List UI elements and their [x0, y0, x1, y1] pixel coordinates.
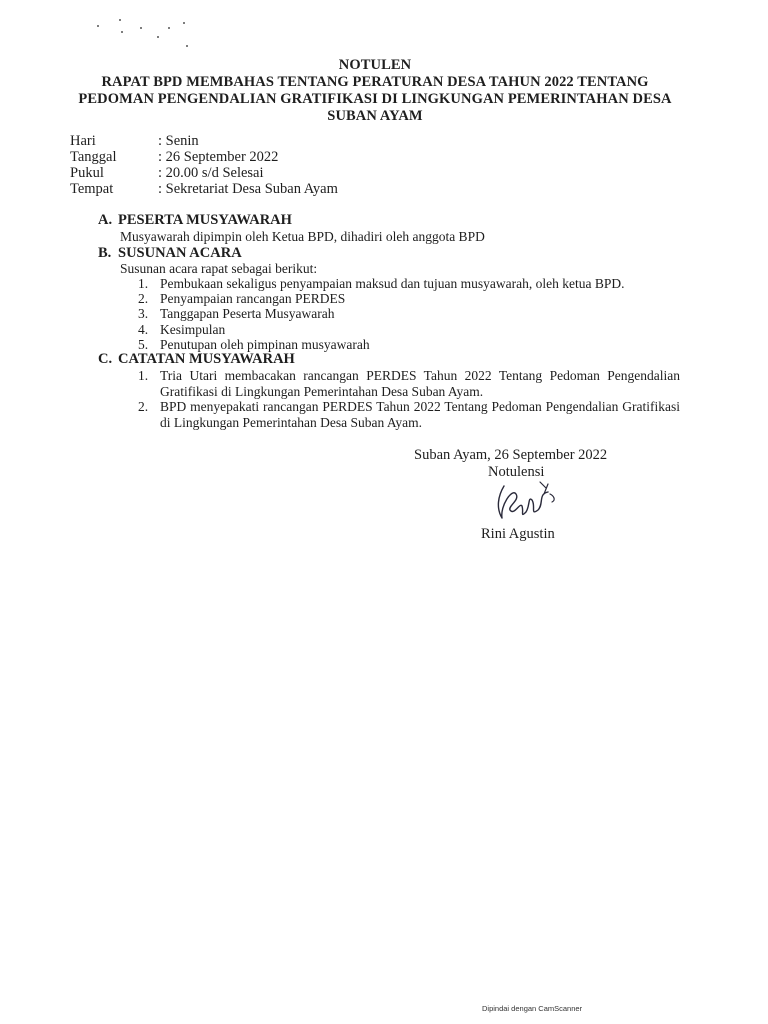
agenda-list	[130, 276, 625, 352]
sign-place-date: Suban Ayam, 26 September 2022	[414, 447, 608, 463]
meta-row-place	[70, 181, 338, 197]
section-a-text: Musyawarah dipimpin oleh Ketua BPD, dihadiri oleh anggota BPD	[120, 229, 485, 244]
sign-name: Rini Agustin	[481, 526, 555, 542]
section-title: SUSUNAN ACARA	[118, 245, 242, 261]
list-item: 2. Penyampaian rancangan PERDES	[138, 291, 346, 307]
meta-row-time	[70, 165, 338, 181]
handwritten-signature	[490, 478, 560, 524]
sign-role: Notulensi	[488, 464, 545, 480]
document-subtitle-line-1: RAPAT BPD MEMBAHAS TENTANG PERATURAN DESA TAHUN 2022 TENTANG	[101, 74, 649, 90]
section-letter: A.	[98, 212, 113, 228]
section-letter: C.	[98, 351, 113, 367]
meeting-meta	[70, 133, 338, 197]
scanner-watermark: Dipindai dengan CamScanner	[482, 1004, 583, 1013]
document-heading	[60, 57, 690, 125]
section-c-heading	[98, 351, 295, 368]
document-subtitle-line-2: PEDOMAN PENGENDALIAN GRATIFIKASI DI LINGKUNGAN PEMERINTAHAN DESA	[78, 91, 672, 107]
section-title: PESERTA MUSYAWARAH	[118, 212, 292, 228]
meta-row-day	[70, 133, 338, 149]
notes-list	[130, 368, 680, 430]
meta-value: : 20.00 s/d Selesai	[158, 165, 264, 181]
list-item: 5. Penutupan oleh pimpinan musyawarah	[138, 336, 370, 352]
section-title: CATATAN MUSYAWARAH	[118, 351, 295, 367]
list-item: 1. Tria Utari membacakan rancangan PERDES Tahun 2022 Tentang Pedoman Pengendalian Gratifikasi di Lingkungan Pemerintahan Desa Suban Ayam.	[138, 368, 680, 399]
meta-label: Pukul	[70, 165, 104, 181]
meta-label: Hari	[70, 133, 96, 149]
list-item: 4. Kesimpulan	[138, 321, 226, 337]
meta-value: : Senin	[158, 133, 199, 149]
meta-value: : 26 September 2022	[158, 149, 279, 165]
list-item: 1. Pembukaan sekaligus penyampaian maksud dan tujuan musyawarah, oleh ketua BPD.	[138, 276, 625, 291]
meta-row-date	[70, 149, 338, 165]
document-subtitle-line-3: SUBAN AYAM	[327, 108, 423, 124]
list-item: 2. BPD menyepakati rancangan PERDES Tahun 2022 Tentang Pedoman Pengendalian Gratifikasi di Lingkungan Pemerintahan Desa Suban Ayam.	[138, 399, 680, 430]
document-title: NOTULEN	[338, 57, 412, 73]
section-b-heading	[98, 245, 242, 262]
section-b-intro: Susunan acara rapat sebagai berikut:	[120, 261, 318, 276]
meta-label: Tanggal	[70, 149, 117, 165]
signature-block	[414, 447, 607, 481]
list-item: 3. Tanggapan Peserta Musyawarah	[138, 306, 335, 322]
section-letter: B.	[98, 245, 112, 261]
meta-value: : Sekretariat Desa Suban Ayam	[158, 181, 338, 197]
section-a-heading	[98, 212, 292, 229]
meta-label: Tempat	[70, 181, 114, 197]
